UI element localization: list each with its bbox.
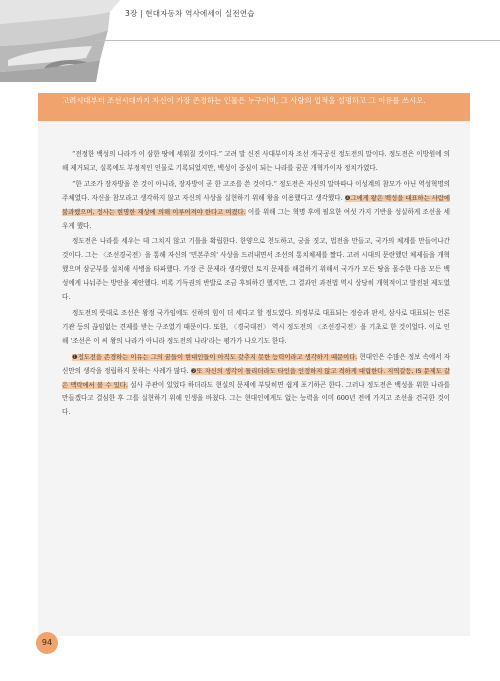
answer-text: 정도전은 나라를 세우는 데 그치지 않고 기틀을 확립한다. 한양으로 천도하고, 궁을 짓고, 법전을 만들고, 국가의 체계를 만들어나간 것이다. 그는 〈조선경국전〉을 통해 자신의 '민본주의' 사상을 드러내면서 조선의 통치체제를 짰다. 고려 시대의 문란했던 체제들을 개혁했으며 삼군부를 설치해 사병을 타파했다. 가장 큰 문제라 생각했던 토지 문제를 해결하기 위해서 국가가 모든 땅을 몰수한 다음 모든 백성에게 나눠주는 방안을 제안했다. 비록 기득권의 반발로 조금 후퇴하긴 했지만, 그 결과인 과전법 역시 상당히 개혁적이고 발전된 제도였다. xyxy=(62,237,450,302)
question-text: 고려시대부터 조선시대까지 자신이 가장 존경하는 인물은 누구이며, 그 사람의 업적을 설명하고 그 이유를 쓰시오. xyxy=(62,96,426,105)
answer-paragraph-1 xyxy=(62,148,450,176)
answer-paragraph-4 xyxy=(62,307,450,349)
answer-text: 현대인은 수많은 정보 속에서 자신만의 생각을 정립하지 못하는 사례가 많다. xyxy=(62,352,450,375)
car-illustration xyxy=(0,0,120,82)
highlighted-text: ❶정도전을 존경하는 이유는 그의 꿈들이 현대인들이 아직도 갖추지 못한 능력이라고 생각하기 때문이다. xyxy=(72,353,358,361)
answer-text: “전정한 백성의 나라가 이 삼한 땅에 세워질 것이다.” 고려 말 신진 사대부이자 조선 개국공신 정도전의 말이다. 정도전은 이방원에 의해 제거되고, 실록에도 부정적인 인물로 기록되었지만, 백성이 중심이 되는 나라를 꿈꾼 개혁가이자 정치가였다. xyxy=(62,150,450,172)
answer-paragraph-3 xyxy=(62,235,450,305)
page-number: 94 xyxy=(41,638,53,647)
highlighted-text: ❷또 자신의 생각이 틀리더라도 타인을 인정하지 않고 격하게 대립한다. 지역갈등, IS 문제도 같은 맥락에서 볼 수 있다. xyxy=(62,367,450,389)
answer-text: “한 고조가 장자방을 쓴 것이 아니라, 장자방이 곧 한 고조를 쓴 것이다.” 정도전은 자신의 말마따나 이성계의 참모가 아닌 역성혁명의 주체였다. 자신을 참모라고 생각하지 않고 자신의 사상을 실현하기 위해 왕을 이용했다고 생각했다. xyxy=(62,179,450,202)
answer-text: 정도전의 뜻대로 조선은 왕정 국가임에도 신하의 힘이 더 세다고 할 정도였다. 의정부로 대표되는 정승과 판서, 삼사로 대표되는 언론기관 등의 끊임없는 견제를 받는 구조였기 때문이다. 또한, 〈경국대전〉 역시 정도전의 〈조선경국전〉을 기초로 한 것이었다. 이로 인해 '조선은 이 씨 왕의 나라가 아니라 정도전의 나라'라는 평가가 나오기도 한다. xyxy=(62,308,450,345)
answer-paragraph-5 xyxy=(62,351,450,421)
highlighted-text: ❹그에게 왕은 백성을 대표하는 사람에 불과했으며, 정사는 현명한 재상에 의해 이루어져야 한다고 여겼다. xyxy=(62,194,450,216)
header-divider xyxy=(95,40,500,41)
answer-text: 이를 위해 그는 혁명 후에 필요한 여섯 가지 기반을 성실하게 조선을 세우게 했다. xyxy=(62,207,450,230)
answer-paragraph-2 xyxy=(62,178,450,234)
answer-body xyxy=(62,148,450,420)
chapter-header: 3장 | 현대자동차 역사에세이 실전연습 xyxy=(125,9,255,18)
answer-text: 설사 주관이 있었다 하더라도 현실의 문제에 부딪히면 쉽게 포기하곤 한다. 그러나 정도전은 백성을 위한 나라를 만들겠다고 결심한 후 그를 실현하기 위해 인생을 바쳤다. 그는 현대인에게도 없는 능력을 이미 600년 전에 가지고 조선을 건국한 것이다. xyxy=(62,380,450,417)
